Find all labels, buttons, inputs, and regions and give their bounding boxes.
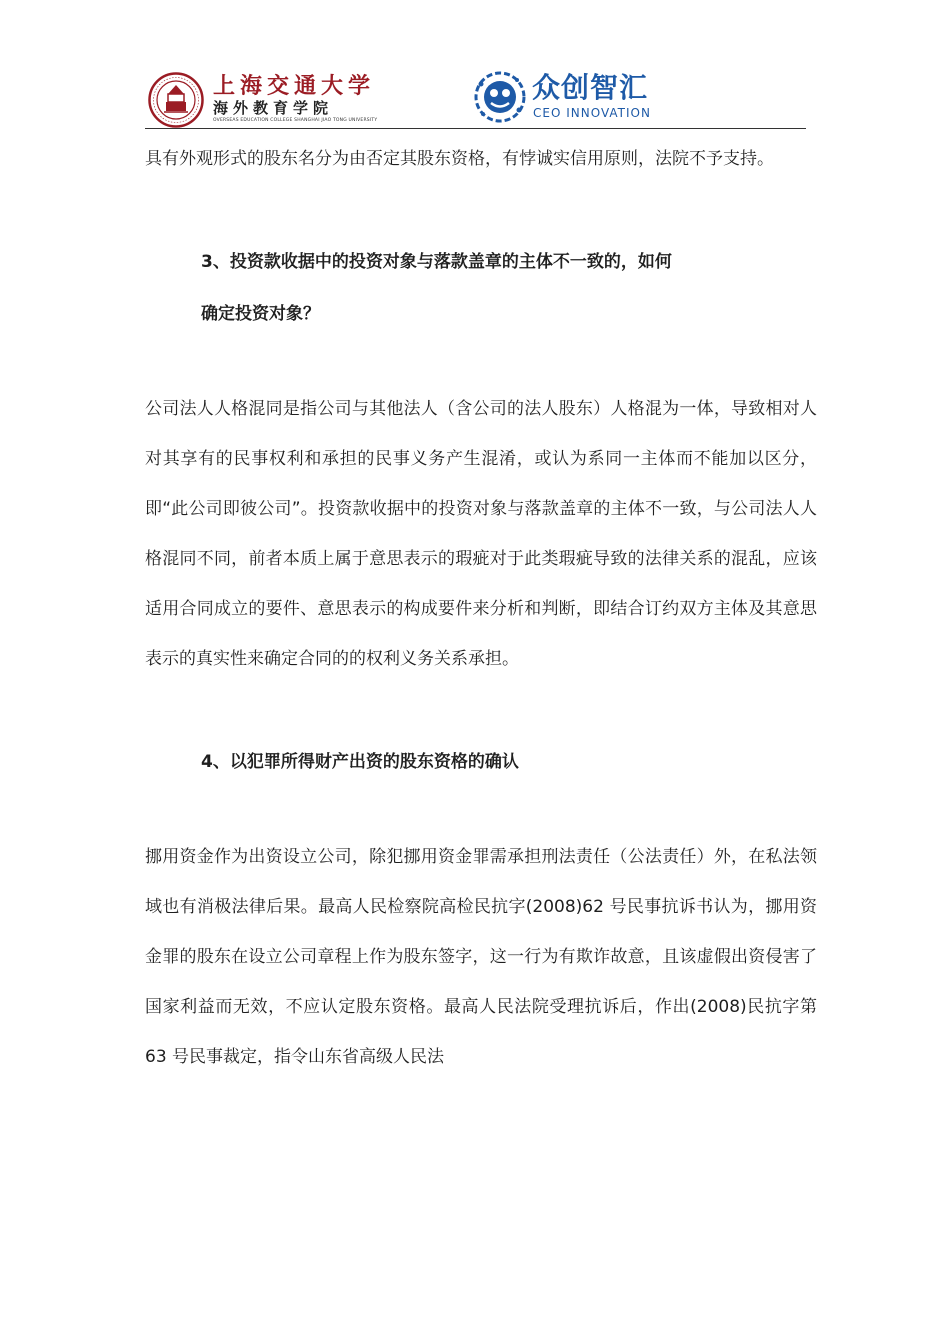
sjtu-english-name: OVERSEAS EDUCATION COLLEGE SHANGHAI JIAO TONG UNIVERSITY (213, 118, 378, 123)
spacer (145, 340, 817, 384)
header-divider (145, 128, 806, 129)
paragraph-4: 挪用资金作为出资设立公司，除犯挪用资金罪需承担刑法责任（公法责任）外，在私法领域也有消极法律后果。最高人民检察院高检民抗字(2008)62 号民事抗诉书认为，挪用资金罪的股东在设立公司章程上作为股东签字，这一行为有欺诈故意，且该虚假出资侵害了国家利益而无效，不应认定股东资格。最高人民法院受理抗诉后，作出(2008)民抗字第 63 号民事裁定，指令山东省高级人民法 (145, 847, 817, 1067)
sjtu-name: 上海交通大学 (213, 73, 376, 99)
paragraph-3: 公司法人人格混同是指公司与其他法人（含公司的法人股东）人格混为一体，导致相对人对其享有的民事权利和承担的民事义务产生混淆，或认为系同一主体而不能加以区分，即“此公司即彼公司”。投资款收据中的投资对象与落款盖章的主体不一致，与公司法人人格混同不同，前者本质上属于意思表示的瑕疵对于此类瑕疵导致的法律关系的混乱，应该适用合同成立的要件、意思表示的构成要件来分析和判断，即结合订约双方主体及其意思表示的真实性来确定合同的的权利义务关系承担。 (145, 399, 817, 669)
sjtu-seal-logo (148, 72, 204, 128)
heading-4: 4、以犯罪所得财产出资的股东资格的确认 (201, 752, 519, 772)
heading-3-line2: 确定投资对象？ (201, 304, 320, 324)
spacer (145, 684, 817, 736)
spacer (145, 184, 817, 236)
document-body (145, 134, 817, 1082)
ceo-innovation-english: CEO INNOVATION (533, 106, 651, 120)
paragraph-intro: 具有外观形式的股东名分为由否定其股东资格，有悖诚实信用原则，法院不予支持。 (145, 149, 774, 169)
page-header (0, 0, 950, 130)
heading-3-line1: 3、投资款收据中的投资对象与落款盖章的主体不一致的，如何 (201, 252, 672, 272)
ceo-innovation-emblem (473, 70, 527, 124)
spacer (145, 788, 817, 832)
sjtu-subtitle: 海外教育学院 (213, 99, 334, 117)
ceo-innovation-name: 众创智汇 (532, 71, 649, 104)
